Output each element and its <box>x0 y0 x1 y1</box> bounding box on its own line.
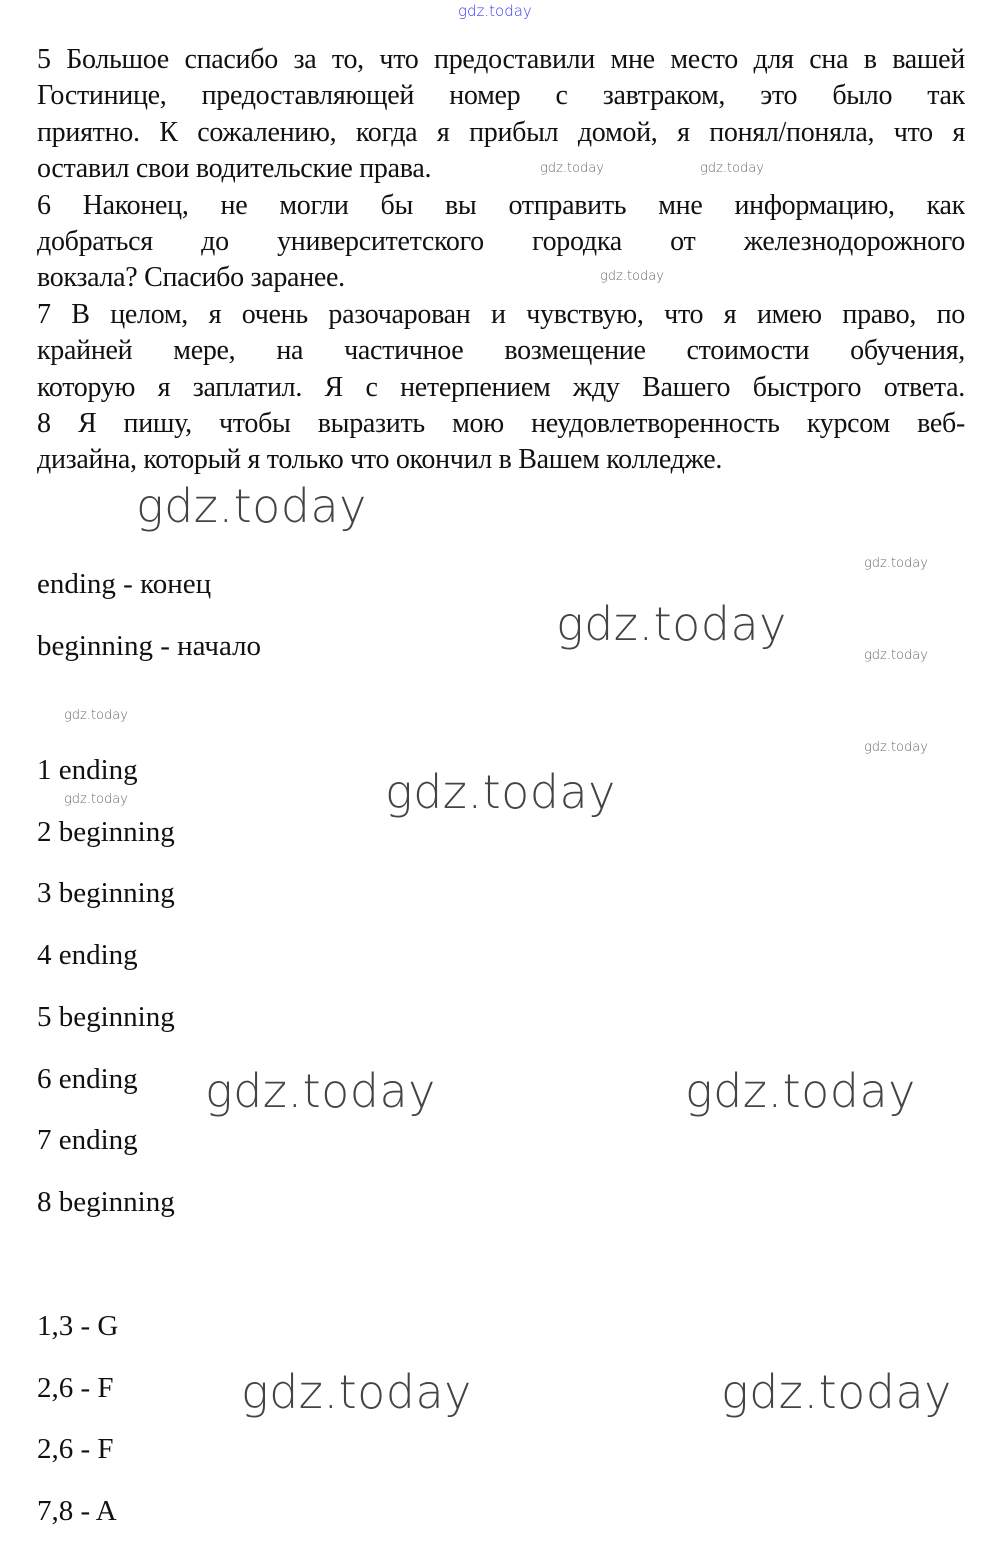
watermark: gdz.today <box>600 269 664 284</box>
watermark: gdz.today <box>136 479 367 533</box>
watermark: gdz.today <box>721 1365 952 1419</box>
answer-item: 1 ending <box>37 754 138 786</box>
watermark: gdz.today <box>864 648 928 663</box>
matching-item: 2,6 - F <box>37 1433 114 1466</box>
matching-item: 2,6 - F <box>37 1371 114 1404</box>
paragraph-line: дизайна, который я только что окончил в Вашем колледже. <box>37 444 723 476</box>
watermark: gdz.today <box>241 1365 472 1419</box>
watermark: gdz.today <box>385 765 616 819</box>
matching-item: 1,3 - G <box>37 1310 119 1342</box>
paragraph-line: 8 Я пишу, чтобы выразить мою неудовлетворенность курсом веб- <box>37 408 965 439</box>
paragraph-line: 5 Большое спасибо за то, что предоставили мне место для сна в вашей <box>37 44 965 75</box>
watermark: gdz.today <box>64 792 128 807</box>
answer-item: 5 beginning <box>37 1000 175 1033</box>
watermark: gdz.today <box>556 597 787 651</box>
watermark: gdz.today <box>540 161 604 176</box>
answer-item: 3 beginning <box>37 877 175 910</box>
answer-item: 2 beginning <box>37 815 175 848</box>
matching-item: 7,8 - A <box>37 1495 117 1528</box>
answer-item: 7 ending <box>37 1124 138 1157</box>
vocabulary-item: beginning - начало <box>37 630 262 662</box>
paragraph-line: Гостинице, предоставляющей номер с завтраком, это было так <box>37 80 965 112</box>
paragraph-line: приятно. К сожалению, когда я прибыл домой, я понял/поняла, что я <box>37 116 965 148</box>
watermark: gdz.today <box>64 708 128 723</box>
answer-item: 4 ending <box>37 939 138 972</box>
watermark: gdz.today <box>700 161 764 176</box>
paragraph-line: оставил свои водительские права. <box>37 153 432 185</box>
paragraph-line: которую я заплатил. Я с нетерпением жду Вашего быстрого ответа. <box>37 371 965 403</box>
paragraph-line: 7 В целом, я очень разочарован и чувствую, что я имею право, по <box>37 298 965 330</box>
vocabulary-item: ending - конец <box>37 568 212 600</box>
paragraph-line: вокзала? Спасибо заранее. <box>37 262 345 294</box>
paragraph-line: добраться до университетского городка от железнодорожного <box>37 226 965 257</box>
paragraph-line: крайней мере, на частичное возмещение стоимости обучения, <box>37 335 965 367</box>
watermark: gdz.today <box>864 740 928 755</box>
answer-item: 6 ending <box>37 1062 138 1095</box>
watermark: gdz.today <box>205 1064 436 1118</box>
watermark: gdz.today <box>864 556 928 571</box>
watermark: gdz.today <box>685 1064 916 1118</box>
paragraph-line: 6 Наконец, не могли бы вы отправить мне информацию, как <box>37 189 965 221</box>
header-watermark: gdz.today <box>458 2 532 20</box>
answer-item: 8 beginning <box>37 1185 175 1218</box>
